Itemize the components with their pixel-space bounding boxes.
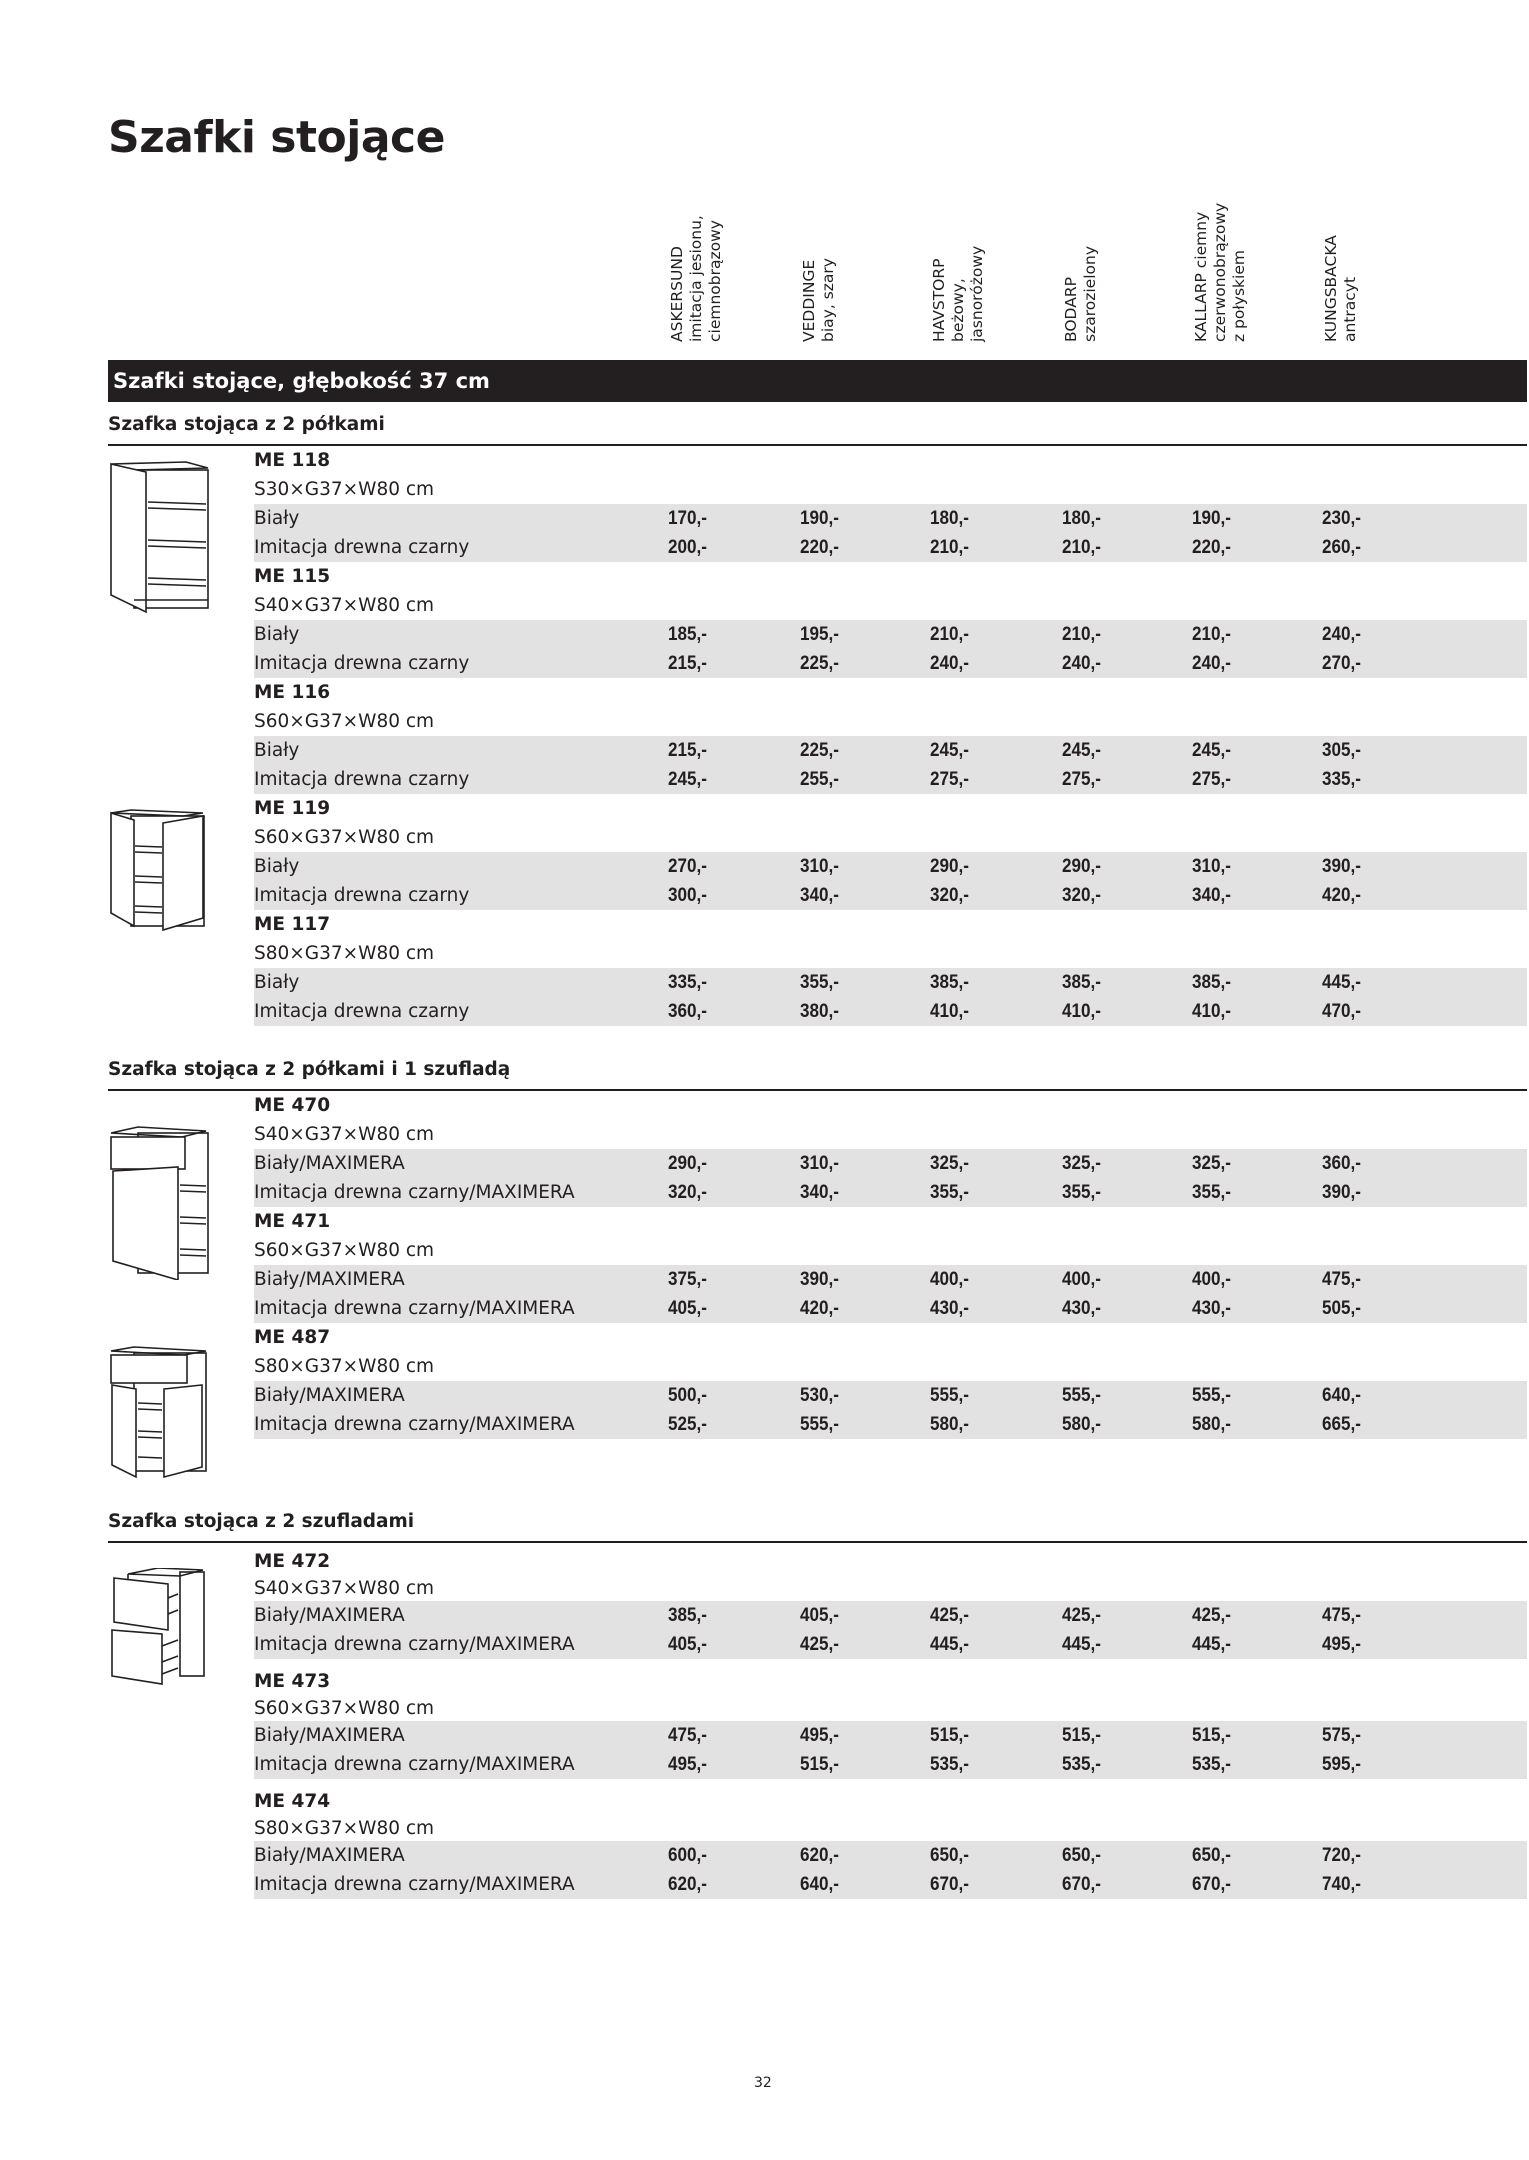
price-cell: 475,- — [1322, 1605, 1361, 1626]
finish-label: Imitacja drewna czarny — [254, 885, 470, 906]
price-cell: 495,- — [668, 1754, 707, 1775]
cabinet-two-drawers-illustration — [108, 1568, 213, 1688]
product-dimensions: S80×G37×W80 cm — [254, 943, 435, 964]
price-cell: 505,- — [1322, 1298, 1361, 1319]
product-code: ME 473 — [254, 1671, 331, 1692]
finish-label: Imitacja drewna czarny — [254, 653, 470, 674]
price-row — [254, 1601, 1527, 1630]
finish-label: Imitacja drewna czarny — [254, 1001, 470, 1022]
price-cell: 300,- — [668, 885, 707, 906]
price-cell: 210,- — [1192, 624, 1231, 645]
product-dimensions: S40×G37×W80 cm — [254, 595, 435, 616]
price-cell: 425,- — [930, 1605, 969, 1626]
price-cell: 650,- — [1062, 1845, 1101, 1866]
price-cell: 305,- — [1322, 740, 1361, 761]
column-header-line: BODARP — [1062, 277, 1080, 342]
cabinet-drawer-two-doors-illustration — [108, 1345, 218, 1480]
price-cell: 215,- — [668, 653, 707, 674]
price-cell: 425,- — [1062, 1605, 1101, 1626]
price-cell: 670,- — [930, 1874, 969, 1895]
price-cell: 275,- — [1062, 769, 1101, 790]
column-header-line: jasnoróżowy — [968, 245, 986, 342]
price-cell: 495,- — [800, 1725, 839, 1746]
price-cell: 420,- — [800, 1298, 839, 1319]
price-cell: 210,- — [930, 537, 969, 558]
price-cell: 665,- — [1322, 1414, 1361, 1435]
product-section — [108, 1055, 1527, 1439]
price-cell: 515,- — [1062, 1725, 1101, 1746]
column-header — [930, 246, 987, 342]
price-row — [254, 504, 1527, 533]
finish-label: Biały — [254, 508, 300, 529]
price-cell: 555,- — [1192, 1385, 1231, 1406]
price-cell: 580,- — [930, 1414, 969, 1435]
price-cell: 405,- — [668, 1634, 707, 1655]
price-cell: 325,- — [1062, 1153, 1101, 1174]
price-cell: 535,- — [1062, 1754, 1101, 1775]
price-cell: 470,- — [1322, 1001, 1361, 1022]
price-cell: 360,- — [1322, 1153, 1361, 1174]
price-cell: 410,- — [1062, 1001, 1101, 1022]
price-cell: 170,- — [668, 508, 707, 529]
finish-label: Imitacja drewna czarny/MAXIMERA — [254, 1414, 575, 1435]
price-cell: 190,- — [1192, 508, 1231, 529]
price-row — [254, 1841, 1527, 1870]
price-cell: 210,- — [1062, 537, 1101, 558]
price-cell: 290,- — [1062, 856, 1101, 877]
column-header-line: antracyt — [1341, 276, 1359, 342]
price-cell: 320,- — [930, 885, 969, 906]
price-cell: 290,- — [930, 856, 969, 877]
price-cell: 640,- — [800, 1874, 839, 1895]
price-cell: 430,- — [930, 1298, 969, 1319]
price-row — [254, 1381, 1527, 1410]
price-row — [254, 649, 1527, 678]
price-cell: 555,- — [930, 1385, 969, 1406]
price-row — [254, 881, 1527, 910]
price-cell: 310,- — [1192, 856, 1231, 877]
finish-label: Biały — [254, 972, 300, 993]
price-cell: 495,- — [1322, 1634, 1361, 1655]
price-cell: 245,- — [1192, 740, 1231, 761]
column-header-line: KALLARP ciemny — [1192, 211, 1210, 342]
product-code: ME 118 — [254, 450, 331, 471]
price-cell: 580,- — [1062, 1414, 1101, 1435]
cabinet-one-door-illustration — [108, 460, 213, 615]
product-dimensions: S60×G37×W80 cm — [254, 1698, 435, 1719]
price-cell: 210,- — [1062, 624, 1101, 645]
column-header — [800, 258, 838, 342]
section-divider — [108, 1541, 1527, 1543]
price-cell: 475,- — [1322, 1269, 1361, 1290]
price-cell: 515,- — [1192, 1725, 1231, 1746]
price-cell: 355,- — [800, 972, 839, 993]
price-cell: 355,- — [1062, 1182, 1101, 1203]
price-cell: 335,- — [1322, 769, 1361, 790]
price-cell: 620,- — [668, 1874, 707, 1895]
finish-label: Biały — [254, 856, 300, 877]
product-code: ME 117 — [254, 914, 331, 935]
price-cell: 575,- — [1322, 1725, 1361, 1746]
price-row — [254, 1265, 1527, 1294]
column-header-line: VEDDINGE — [800, 259, 818, 342]
price-cell: 390,- — [1322, 856, 1361, 877]
price-cell: 445,- — [1062, 1634, 1101, 1655]
price-cell: 400,- — [1062, 1269, 1101, 1290]
finish-label: Imitacja drewna czarny/MAXIMERA — [254, 1874, 575, 1895]
price-row — [254, 1870, 1527, 1899]
finish-label: Biały — [254, 740, 300, 761]
price-cell: 320,- — [1062, 885, 1101, 906]
price-cell: 215,- — [668, 740, 707, 761]
section-title: Szafka stojąca z 2 półkami i 1 szufladą — [108, 1059, 511, 1080]
price-row — [254, 852, 1527, 881]
price-cell: 555,- — [1062, 1385, 1101, 1406]
product-code: ME 116 — [254, 682, 331, 703]
product-block — [108, 794, 1527, 910]
price-cell: 420,- — [1322, 885, 1361, 906]
price-cell: 595,- — [1322, 1754, 1361, 1775]
price-cell: 200,- — [668, 537, 707, 558]
product-dimensions: S80×G37×W80 cm — [254, 1356, 435, 1377]
price-cell: 320,- — [668, 1182, 707, 1203]
price-cell: 500,- — [668, 1385, 707, 1406]
product-block — [108, 910, 1527, 1026]
price-cell: 340,- — [800, 1182, 839, 1203]
product-section — [108, 1507, 1527, 1899]
column-header-line: KUNGSBACKA — [1322, 235, 1340, 342]
price-cell: 255,- — [800, 769, 839, 790]
column-header-line: z połyskiem — [1230, 250, 1248, 342]
product-block — [108, 1547, 1527, 1659]
product-code: ME 487 — [254, 1327, 331, 1348]
price-cell: 515,- — [930, 1725, 969, 1746]
price-cell: 405,- — [800, 1605, 839, 1626]
finish-label: Imitacja drewna czarny/MAXIMERA — [254, 1298, 575, 1319]
price-cell: 475,- — [668, 1725, 707, 1746]
price-cell: 240,- — [1192, 653, 1231, 674]
column-header-line: imitacja jesionu, — [687, 215, 705, 342]
price-cell: 400,- — [930, 1269, 969, 1290]
price-cell: 385,- — [930, 972, 969, 993]
price-row — [254, 1149, 1527, 1178]
price-cell: 245,- — [668, 769, 707, 790]
price-row — [254, 1294, 1527, 1323]
product-dimensions: S60×G37×W80 cm — [254, 827, 435, 848]
price-cell: 240,- — [930, 653, 969, 674]
section-title: Szafka stojąca z 2 szufladami — [108, 1511, 415, 1532]
product-code: ME 115 — [254, 566, 331, 587]
price-cell: 210,- — [930, 624, 969, 645]
price-cell: 740,- — [1322, 1874, 1361, 1895]
price-cell: 335,- — [668, 972, 707, 993]
finish-label: Biały/MAXIMERA — [254, 1845, 405, 1866]
section-title: Szafka stojąca z 2 półkami — [108, 414, 385, 435]
column-header-line: biay, szary — [819, 258, 837, 342]
main-section-header: Szafki stojące, głębokość 37 cm — [108, 360, 1527, 402]
price-cell: 385,- — [1062, 972, 1101, 993]
finish-label: Biały/MAXIMERA — [254, 1269, 405, 1290]
price-row — [254, 1630, 1527, 1659]
price-cell: 220,- — [800, 537, 839, 558]
price-cell: 290,- — [668, 1153, 707, 1174]
price-cell: 670,- — [1062, 1874, 1101, 1895]
product-block — [108, 446, 1527, 562]
price-cell: 425,- — [800, 1634, 839, 1655]
price-cell: 360,- — [668, 1001, 707, 1022]
price-cell: 260,- — [1322, 537, 1361, 558]
price-cell: 190,- — [800, 508, 839, 529]
finish-label: Biały/MAXIMERA — [254, 1385, 405, 1406]
price-cell: 445,- — [1322, 972, 1361, 993]
price-cell: 355,- — [1192, 1182, 1231, 1203]
product-block — [108, 1091, 1527, 1207]
price-cell: 375,- — [668, 1269, 707, 1290]
product-block — [108, 1787, 1527, 1899]
price-cell: 430,- — [1062, 1298, 1101, 1319]
price-cell: 275,- — [1192, 769, 1231, 790]
product-dimensions: S60×G37×W80 cm — [254, 711, 435, 732]
price-cell: 600,- — [668, 1845, 707, 1866]
price-cell: 620,- — [800, 1845, 839, 1866]
price-cell: 340,- — [800, 885, 839, 906]
price-cell: 580,- — [1192, 1414, 1231, 1435]
column-header-line: szarozielony — [1081, 246, 1099, 342]
price-cell: 400,- — [1192, 1269, 1231, 1290]
price-cell: 245,- — [1062, 740, 1101, 761]
price-cell: 430,- — [1192, 1298, 1231, 1319]
product-block — [108, 1207, 1527, 1323]
price-row — [254, 1410, 1527, 1439]
price-cell: 225,- — [800, 653, 839, 674]
price-cell: 240,- — [1322, 624, 1361, 645]
product-block — [108, 1667, 1527, 1779]
price-cell: 180,- — [1062, 508, 1101, 529]
finish-label: Imitacja drewna czarny — [254, 537, 470, 558]
price-cell: 310,- — [800, 1153, 839, 1174]
finish-label: Imitacja drewna czarny — [254, 769, 470, 790]
price-row — [254, 765, 1527, 794]
cabinet-drawer-one-door-illustration — [108, 1125, 218, 1280]
price-cell: 270,- — [1322, 653, 1361, 674]
price-cell: 425,- — [1192, 1605, 1231, 1626]
price-row — [254, 533, 1527, 562]
price-row — [254, 1721, 1527, 1750]
price-cell: 325,- — [1192, 1153, 1231, 1174]
product-code: ME 474 — [254, 1791, 331, 1812]
column-header — [1192, 203, 1249, 342]
price-cell: 385,- — [668, 1605, 707, 1626]
finish-label: Biały/MAXIMERA — [254, 1153, 405, 1174]
finish-label: Imitacja drewna czarny/MAXIMERA — [254, 1754, 575, 1775]
price-cell: 385,- — [1192, 972, 1231, 993]
price-cell: 530,- — [800, 1385, 839, 1406]
price-cell: 225,- — [800, 740, 839, 761]
price-cell: 535,- — [930, 1754, 969, 1775]
product-block — [108, 1323, 1527, 1439]
column-header — [1062, 246, 1100, 342]
product-code: ME 472 — [254, 1551, 331, 1572]
price-cell: 340,- — [1192, 885, 1231, 906]
price-row — [254, 1178, 1527, 1207]
price-cell: 245,- — [930, 740, 969, 761]
finish-label: Biały — [254, 624, 300, 645]
price-cell: 650,- — [1192, 1845, 1231, 1866]
cabinet-two-doors-illustration — [108, 808, 213, 933]
product-code: ME 470 — [254, 1095, 331, 1116]
price-cell: 220,- — [1192, 537, 1231, 558]
product-section — [108, 410, 1527, 1026]
page-number: 32 — [754, 2075, 772, 2091]
price-cell: 380,- — [800, 1001, 839, 1022]
price-cell: 525,- — [668, 1414, 707, 1435]
price-cell: 180,- — [930, 508, 969, 529]
price-cell: 310,- — [800, 856, 839, 877]
price-cell: 405,- — [668, 1298, 707, 1319]
column-headers — [0, 0, 1529, 345]
product-dimensions: S40×G37×W80 cm — [254, 1578, 435, 1599]
price-cell: 640,- — [1322, 1385, 1361, 1406]
product-dimensions: S80×G37×W80 cm — [254, 1818, 435, 1839]
finish-label: Biały/MAXIMERA — [254, 1725, 405, 1746]
price-cell: 230,- — [1322, 508, 1361, 529]
price-cell: 670,- — [1192, 1874, 1231, 1895]
column-header-line: czerwonobrązowy — [1211, 202, 1229, 342]
price-cell: 445,- — [930, 1634, 969, 1655]
price-cell: 555,- — [800, 1414, 839, 1435]
column-header-line: ciemnobrązowy — [706, 220, 724, 342]
price-cell: 720,- — [1322, 1845, 1361, 1866]
price-cell: 240,- — [1062, 653, 1101, 674]
price-cell: 325,- — [930, 1153, 969, 1174]
price-cell: 445,- — [1192, 1634, 1231, 1655]
column-header-line: beżowy, — [949, 278, 967, 342]
product-dimensions: S40×G37×W80 cm — [254, 1124, 435, 1145]
column-header-line: ASKERSUND — [668, 246, 686, 342]
price-cell: 270,- — [668, 856, 707, 877]
price-cell: 650,- — [930, 1845, 969, 1866]
finish-label: Biały/MAXIMERA — [254, 1605, 405, 1626]
price-row — [254, 620, 1527, 649]
price-cell: 410,- — [1192, 1001, 1231, 1022]
price-row — [254, 736, 1527, 765]
price-row — [254, 968, 1527, 997]
product-code: ME 471 — [254, 1211, 331, 1232]
price-cell: 195,- — [800, 624, 839, 645]
finish-label: Imitacja drewna czarny/MAXIMERA — [254, 1182, 575, 1203]
price-row — [254, 997, 1527, 1026]
page-title: Szafki stojące — [108, 112, 445, 163]
column-header-line: HAVSTORP — [930, 258, 948, 342]
column-header — [668, 215, 725, 342]
product-code: ME 119 — [254, 798, 331, 819]
price-cell: 390,- — [1322, 1182, 1361, 1203]
product-block — [108, 678, 1527, 794]
price-cell: 275,- — [930, 769, 969, 790]
price-cell: 515,- — [800, 1754, 839, 1775]
price-cell: 390,- — [800, 1269, 839, 1290]
product-dimensions: S30×G37×W80 cm — [254, 479, 435, 500]
column-header — [1322, 235, 1360, 342]
price-cell: 410,- — [930, 1001, 969, 1022]
product-dimensions: S60×G37×W80 cm — [254, 1240, 435, 1261]
product-block — [108, 562, 1527, 678]
price-cell: 355,- — [930, 1182, 969, 1203]
finish-label: Imitacja drewna czarny/MAXIMERA — [254, 1634, 575, 1655]
price-cell: 185,- — [668, 624, 707, 645]
price-row — [254, 1750, 1527, 1779]
price-cell: 535,- — [1192, 1754, 1231, 1775]
